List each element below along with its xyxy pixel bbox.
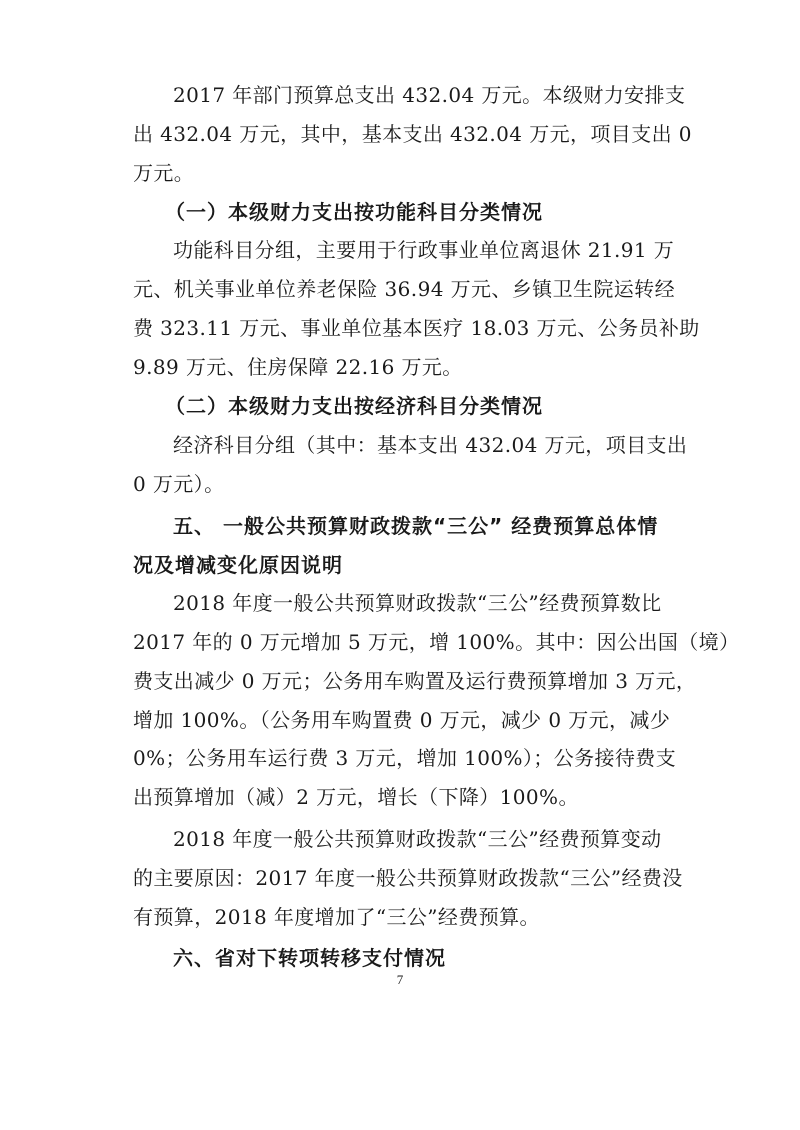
paragraph-line: 万元。 — [133, 161, 195, 185]
paragraph-line: 经济科目分组（其中：基本支出 432.04 万元，项目支出 — [173, 433, 688, 457]
section-heading: 六、省对下转项转移支付情况 — [173, 946, 446, 970]
paragraph-line: 增加 100%。（公务用车购置费 0 万元，减少 0 万元，减少 — [133, 708, 671, 732]
paragraph-line: 出 432.04 万元，其中，基本支出 432.04 万元，项目支出 0 — [133, 122, 692, 146]
paragraph-line: 元、机关事业单位养老保险 36.94 万元、乡镇卫生院运转经 — [133, 277, 675, 301]
paragraph-line: 2017 年的 0 万元增加 5 万元，增 100%。其中：因公出国（境） — [133, 630, 740, 654]
paragraph-line: 9.89 万元、住房保障 22.16 万元。 — [133, 355, 463, 379]
paragraph-line: 2018 年度一般公共预算财政拨款“三公”经费预算变动 — [173, 827, 662, 851]
paragraph-line: 有预算，2018 年度增加了“三公”经费预算。 — [133, 905, 540, 929]
page-number: 7 — [396, 972, 404, 987]
paragraph-line: 2018 年度一般公共预算财政拨款“三公”经费预算数比 — [173, 591, 662, 615]
paragraph-line: 功能科目分组，主要用于行政事业单位离退休 21.91 万 — [173, 238, 675, 262]
paragraph-line: 费 323.11 万元、事业单位基本医疗 18.03 万元、公务员补助 — [133, 316, 700, 340]
paragraph-line: 0%；公务用车运行费 3 万元，增加 100%）；公务接待费支 — [133, 746, 677, 770]
section-heading: 五、 一般公共预算财政拨款“三公” 经费预算总体情 — [173, 514, 659, 538]
paragraph-line: 费支出减少 0 万元；公务用车购置及运行费预算增加 3 万元， — [133, 669, 697, 693]
paragraph-line: 的主要原因：2017 年度一般公共预算财政拨款“三公”经费没 — [133, 866, 683, 890]
paragraph-line: 出预算增加（减）2 万元，增长（下降）100%。 — [133, 785, 579, 809]
section-heading: （一）本级财力支出按功能科目分类情况 — [165, 200, 543, 224]
section-heading: 况及增减变化原因说明 — [133, 553, 343, 577]
section-heading: （二）本级财力支出按经济科目分类情况 — [165, 394, 543, 418]
paragraph-line: 2017 年部门预算总支出 432.04 万元。本级财力安排支 — [173, 83, 686, 107]
paragraph-line: 0 万元）。 — [133, 472, 225, 496]
